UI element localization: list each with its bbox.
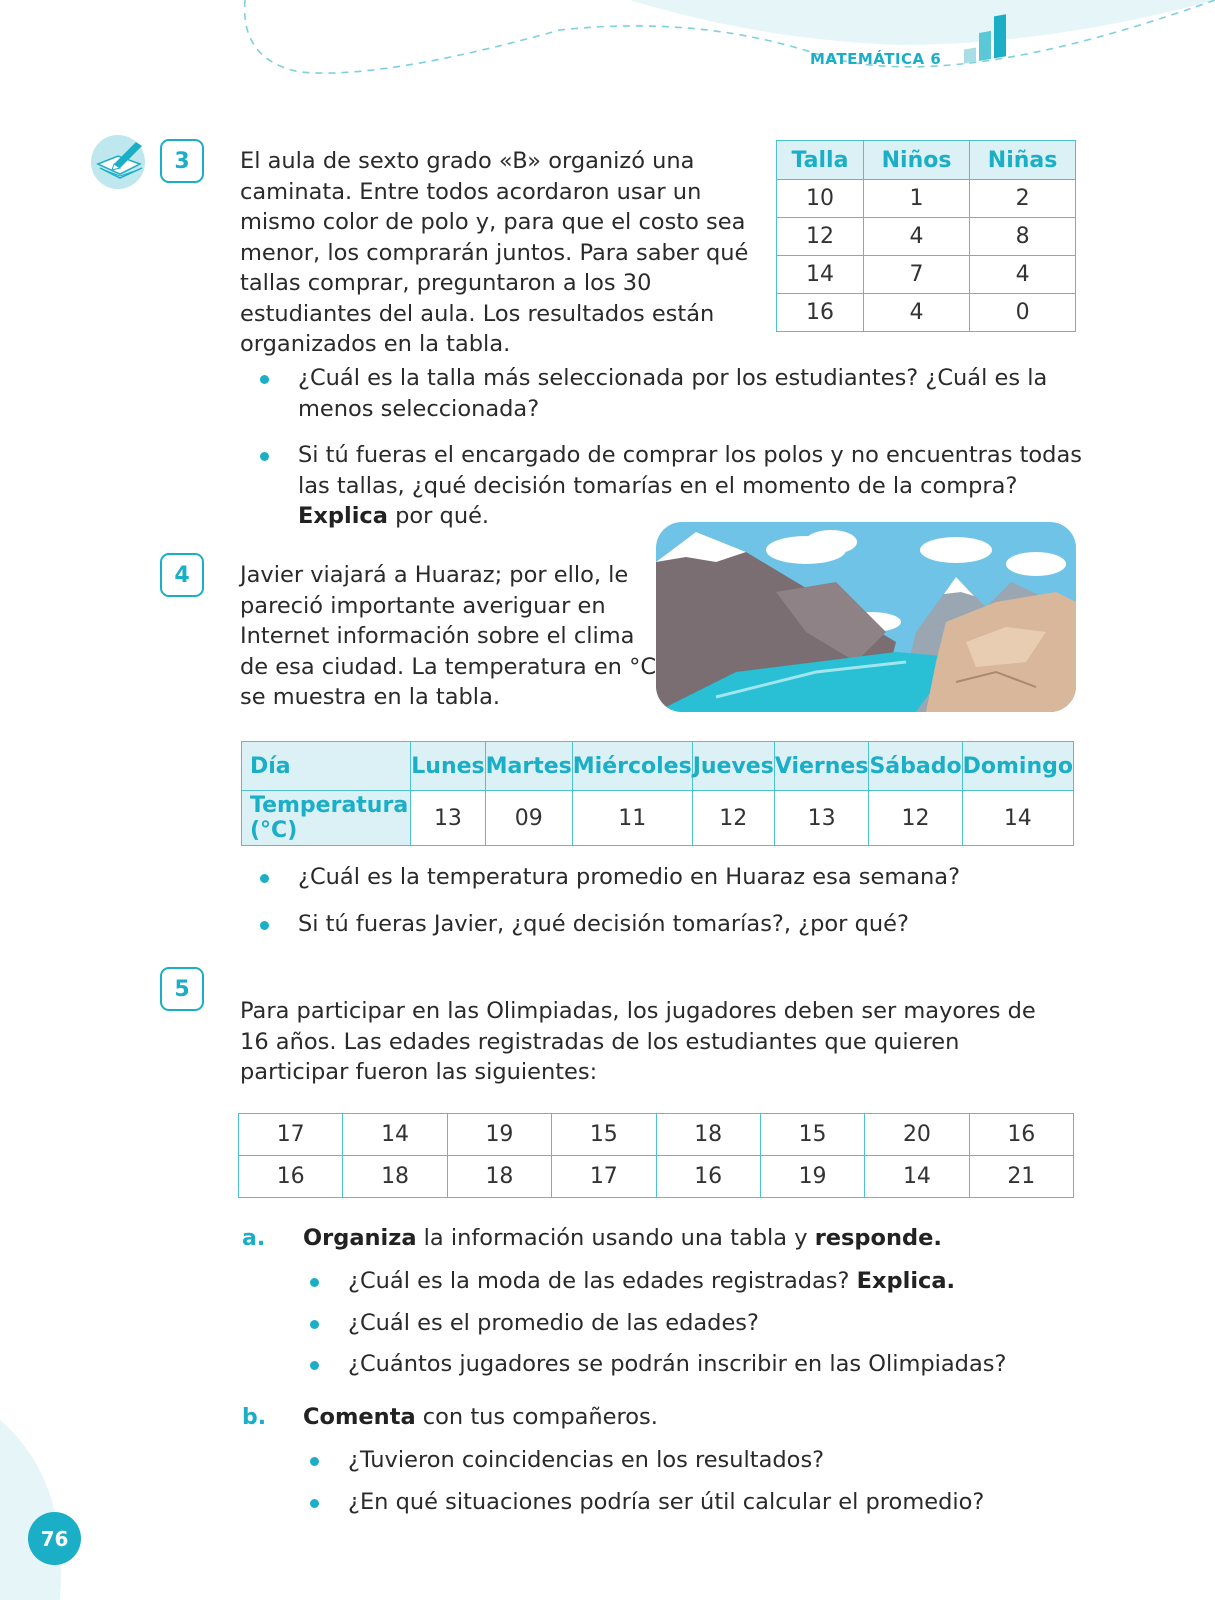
bullet-icon [310, 1499, 319, 1508]
question-text: por qué. [387, 503, 490, 529]
question-text: ¿Cuántos jugadores se podrán inscribir en las Olimpiadas? [348, 1351, 1007, 1377]
ages-table [238, 1113, 1074, 1198]
exercise-4-number: 4 [160, 553, 204, 597]
table-row [777, 218, 1076, 256]
exercise-4-questions [258, 862, 1088, 939]
table-cell: 11 [572, 791, 692, 846]
table-cell: 18 [343, 1156, 447, 1198]
day-header: Sábado [869, 742, 962, 791]
exercise-4-text: Javier viajará a Huaraz; por ello, le pareció importante averiguar en Internet información sobre el clima de esa ciudad. La temperatura en °C se muestra en la tabla. [240, 562, 657, 710]
mountain-lake-illustration [656, 522, 1076, 712]
question-text: Si tú fueras Javier, ¿qué decisión tomarías?, ¿por qué? [298, 910, 909, 937]
table-cell: 13 [411, 791, 485, 846]
table-cell: 10 [777, 180, 864, 218]
day-header: Lunes [411, 742, 485, 791]
table-cell: 20 [865, 1114, 969, 1156]
page-number: 76 [28, 1512, 81, 1565]
instruction-text: la información usando una tabla y [416, 1225, 815, 1251]
question-text: ¿Tuvieron coincidencias en los resultados? [348, 1447, 825, 1473]
table-cell: 12 [692, 791, 774, 846]
table-cell: 13 [774, 791, 869, 846]
bullet-icon [260, 375, 269, 384]
part-a-instruction [303, 1223, 1083, 1254]
table-cell: 19 [760, 1156, 864, 1198]
subject-title: MATEMÁTICA 6 [810, 50, 942, 68]
part-a-letter: a. [242, 1226, 266, 1251]
table-cell: 16 [969, 1114, 1073, 1156]
question-text: ¿En qué situaciones podría ser útil calcular el promedio? [348, 1488, 985, 1515]
writing-notebook-icon [90, 134, 150, 190]
question-text: ¿Cuál es el promedio de las edades? [348, 1309, 759, 1336]
table-cell: 4 [863, 218, 969, 256]
exercise-5-number: 5 [160, 967, 204, 1011]
table-cell: 14 [777, 256, 864, 294]
table-cell: 18 [447, 1156, 551, 1198]
list-item [258, 909, 1088, 940]
bullet-icon [310, 1320, 319, 1329]
table-cell: 17 [552, 1156, 656, 1198]
day-header: Domingo [962, 742, 1073, 791]
sizes-table [776, 140, 1076, 332]
question-text: ¿Cuál es la temperatura promedio en Huaraz esa semana? [298, 864, 961, 890]
table-cell: 21 [969, 1156, 1073, 1198]
day-header: Miércoles [572, 742, 692, 791]
table-row [777, 294, 1076, 332]
table-cell: 1 [863, 180, 969, 218]
list-item [308, 1266, 1068, 1297]
table-cell: 12 [777, 218, 864, 256]
table-header: Talla [777, 141, 864, 180]
list-item [258, 440, 1088, 532]
day-header: Jueves [692, 742, 774, 791]
table-row [239, 1114, 1074, 1156]
table-row [239, 1156, 1074, 1198]
bullet-icon [260, 452, 269, 461]
row-label-temperature: Temperatura (°C) [242, 791, 411, 846]
table-cell: 14 [343, 1114, 447, 1156]
part-b-questions [308, 1445, 1068, 1517]
bullet-icon [310, 1457, 319, 1466]
table-cell: 19 [447, 1114, 551, 1156]
day-header: Martes [485, 742, 572, 791]
list-item [258, 862, 1088, 893]
list-item [308, 1349, 1068, 1380]
table-row [777, 180, 1076, 218]
table-cell: 16 [777, 294, 864, 332]
question-text: Si tú fueras el encargado de comprar los polos y no encuentras todas las tallas, ¿qué decisión tomarías en el momento de la compra? [298, 442, 1082, 499]
emphasis-text: responde. [814, 1225, 942, 1251]
table-cell: 15 [552, 1114, 656, 1156]
table-header: Niños [863, 141, 969, 180]
table-cell: 16 [656, 1156, 760, 1198]
table-cell: 14 [865, 1156, 969, 1198]
table-cell: 16 [239, 1156, 343, 1198]
table-row [777, 256, 1076, 294]
bullet-icon [310, 1361, 319, 1370]
table-cell: 14 [962, 791, 1073, 846]
table-cell: 2 [970, 180, 1076, 218]
table-cell: 12 [869, 791, 962, 846]
emphasis-text: Explica [298, 503, 388, 529]
part-b-instruction [303, 1402, 1083, 1433]
table-header: Niñas [970, 141, 1076, 180]
bullet-icon [260, 921, 269, 930]
question-text: ¿Cuál es la moda de las edades registradas? [348, 1268, 857, 1294]
table-cell: 4 [970, 256, 1076, 294]
table-cell: 4 [863, 294, 969, 332]
table-cell: 8 [970, 218, 1076, 256]
table-cell: 7 [863, 256, 969, 294]
exercise-3-text: El aula de sexto grado «B» organizó una caminata. Entre todos acordaron usar un mismo color de polo y, para que el costo sea menor, los comprarán juntos. Para saber qué tallas comprar, preguntaron a los 30 estudiantes del aula. Los resultados están organizados en la tabla. [240, 148, 749, 357]
row-label-day: Día [242, 742, 411, 791]
list-item [258, 363, 1088, 424]
list-item [308, 1487, 1068, 1518]
exercise-3-questions [258, 363, 1088, 532]
table-cell: 15 [760, 1114, 864, 1156]
emphasis-text: Comenta [303, 1404, 416, 1430]
list-item [308, 1308, 1068, 1339]
part-b-letter: b. [242, 1405, 267, 1430]
instruction-text: con tus compañeros. [415, 1404, 658, 1430]
bullet-icon [310, 1278, 319, 1287]
bar-chart-logo-icon [962, 12, 1022, 68]
part-a-questions [308, 1266, 1068, 1380]
exercise-3-number: 3 [160, 139, 204, 183]
table-cell: 09 [485, 791, 572, 846]
emphasis-text: Organiza [303, 1225, 417, 1251]
exercise-5-text: Para participar en las Olimpiadas, los jugadores deben ser mayores de 16 años. Las edades registradas de los estudiantes que quieren participar fueron las siguientes: [240, 998, 1036, 1085]
table-row [242, 791, 1074, 846]
table-cell: 18 [656, 1114, 760, 1156]
bullet-icon [260, 874, 269, 883]
table-cell: 0 [970, 294, 1076, 332]
list-item [308, 1445, 1068, 1476]
day-header: Viernes [774, 742, 869, 791]
emphasis-text: Explica. [856, 1268, 956, 1294]
temperature-table [241, 741, 1074, 846]
table-cell: 17 [239, 1114, 343, 1156]
question-text: ¿Cuál es la talla más seleccionada por los estudiantes? ¿Cuál es la menos seleccionada? [298, 365, 1048, 422]
